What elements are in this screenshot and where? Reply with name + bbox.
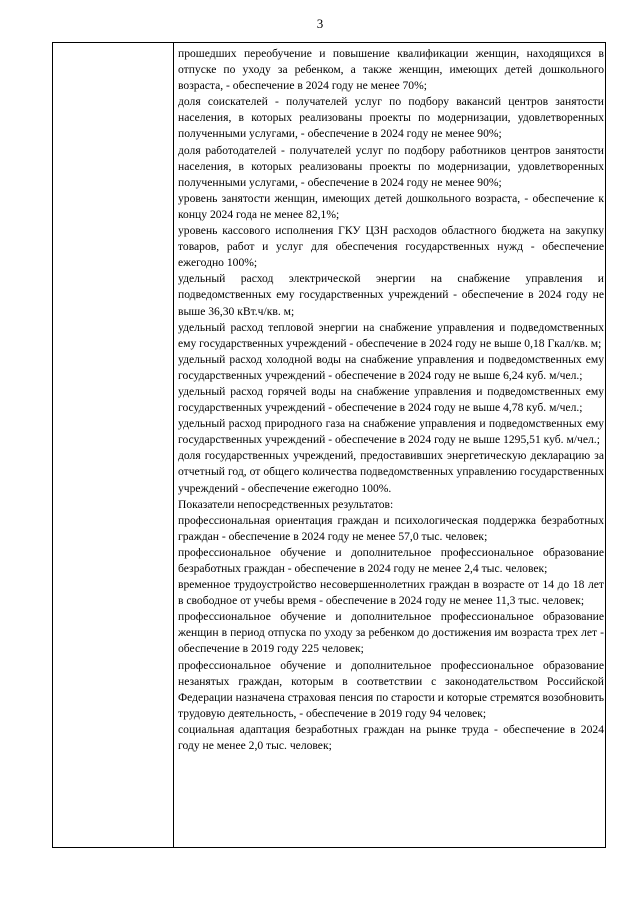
indicator-paragraph: уровень занятости женщин, имеющих детей дошкольного возраста, - обеспечение к концу 2024 года не менее 82,1%; — [178, 191, 604, 221]
indicator-paragraph: удельный расход тепловой энергии на снабжение управления и подведомственных ему государственных учреждений - обеспечение в 2024 году не выше 0,18 Гкал/кв. м; — [178, 320, 604, 350]
indicator-paragraph: доля государственных учреждений, предоставивших энергетическую декларацию за отчетный год, от общего количества подведомственных управлению государственных учреждений - обеспечение ежегодно 100%. — [178, 449, 604, 495]
table-left-cell — [53, 43, 174, 847]
result-paragraph: профессиональная ориентация граждан и психологическая поддержка безработных граждан - обеспечение в 2024 году не менее 57,0 тыс. человек; — [178, 513, 604, 543]
indicator-paragraph: удельный расход электрической энергии на снабжение управления и подведомственных ему государственных учреждений - обеспечение в 2024 году не выше 36,30 кВт.ч/кв. м; — [178, 272, 604, 318]
indicator-paragraph: прошедших переобучение и повышение квалификации женщин, находящихся в отпуске по уходу за ребенком, а также женщин, имеющих детей дошкольного возраста, - обеспечение в 2024 году не менее 70%; — [178, 47, 604, 93]
indicator-paragraph: удельный расход горячей воды на снабжение управления и подведомственных ему государственных учреждений - обеспечение в 2024 году не выше 4,78 куб. м/чел.; — [178, 384, 604, 415]
indicator-paragraph: доля соискателей - получателей услуг по подбору вакансий центров занятости населения, в которых реализованы проекты по модернизации, удовлетворенных полученными услугами, - обеспечение в 2024 году не менее 90%; — [178, 95, 604, 141]
indicator-paragraph: удельный расход холодной воды на снабжение управления и подведомственных ему государственных учреждений - обеспечение в 2024 году не выше 6,24 куб. м/чел.; — [178, 352, 604, 382]
result-paragraph: профессиональное обучение и дополнительное профессиональное образование незанятых граждан, которым в соответствии с законодательством Российской Федерации назначена страховая пенсия по старости и которые стремятся возобновить трудовую деятельность, - обеспечение в 2019 году 94 человек; — [178, 658, 604, 720]
indicator-paragraph: удельный расход природного газа на снабжение управления и подведомственных ему государственных учреждений - обеспечение в 2024 году не выше 1295,51 куб. м/чел.; — [178, 417, 604, 447]
section-heading: Показатели непосредственных результатов: — [178, 497, 394, 511]
page-number: 3 — [316, 16, 324, 31]
result-paragraph: профессиональное обучение и дополнительное профессиональное образование безработных граждан - обеспечение в 2024 году не менее 2,4 тыс. человек; — [178, 545, 604, 575]
indicator-paragraph: доля работодателей - получателей услуг по подбору работников центров занятости населения, в которых реализованы проекты по модернизации, удовлетворенных полученными услугами, - обеспечение в 2024 году не менее 90%; — [178, 143, 604, 189]
indicator-paragraph: уровень кассового исполнения ГКУ ЦЗН расходов областного бюджета на закупку товаров, работ и услуг для обеспечения государственных нужд - обеспечение ежегодно 100%; — [178, 224, 604, 270]
result-paragraph: временное трудоустройство несовершеннолетних граждан в возрасте от 14 до 18 лет в свободное от учебы время - обеспечение в 2024 году не менее 11,3 тыс. человек; — [178, 578, 604, 608]
document-table — [52, 42, 606, 848]
result-paragraph: социальная адаптация безработных граждан на рынке труда - обеспечение в 2024 году не менее 2,0 тыс. человек; — [178, 722, 604, 753]
result-paragraph: профессиональное обучение и дополнительное профессиональное образование женщин в период отпуска по уходу за ребенком до достижения им возраста трех лет - обеспечение в 2019 году 225 человек; — [178, 610, 604, 656]
table-right-cell — [174, 43, 607, 754]
